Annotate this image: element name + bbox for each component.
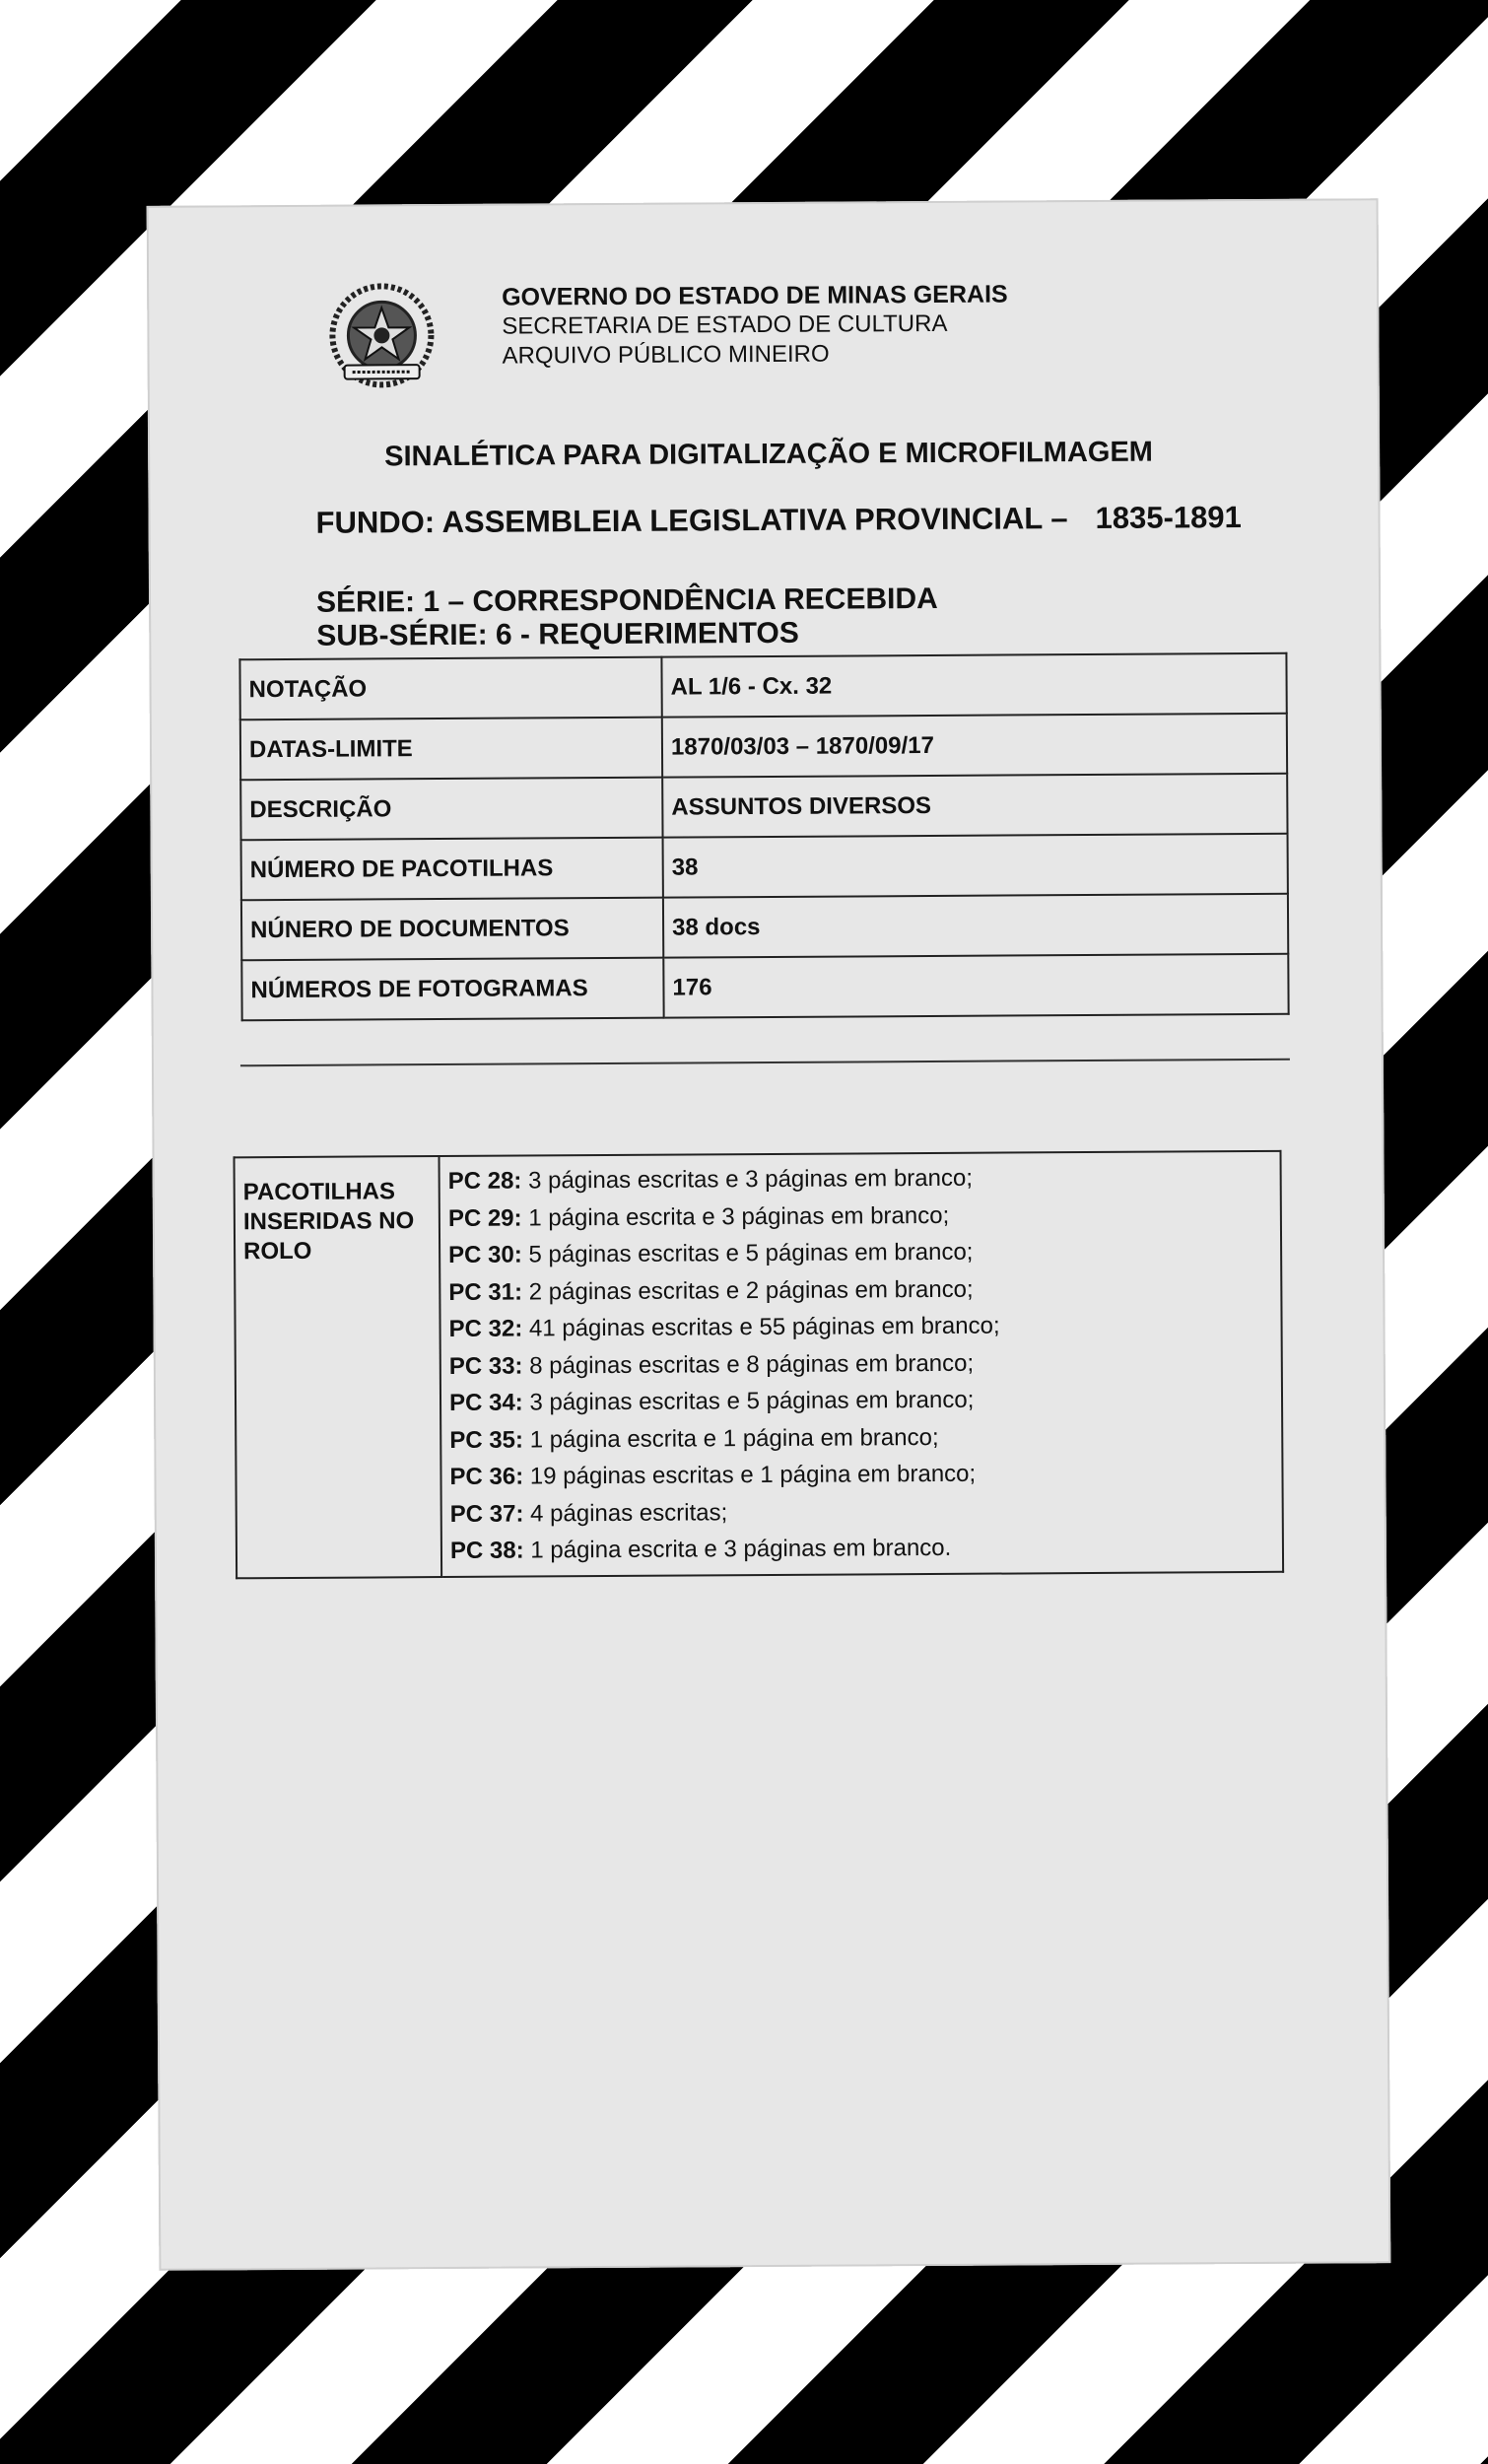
table-row (239, 653, 1286, 719)
row-value: 38 docs (663, 894, 1288, 958)
table-row (240, 714, 1287, 780)
fundo-period: 1835-1891 (1095, 500, 1242, 535)
document-sheet (147, 198, 1391, 2271)
pacotilhas-table (234, 1150, 1285, 1579)
row-value: 1870/03/03 – 1870/09/17 (662, 714, 1287, 778)
table-row (235, 1151, 1284, 1578)
divider (240, 1059, 1290, 1067)
subserie-line: SUB-SÉRIE: 6 - REQUERIMENTOS (316, 616, 799, 652)
serie-block (316, 582, 938, 653)
pacotilhas-list (440, 1151, 1284, 1577)
header-secretariat: SECRETARIA DE ESTADO DE CULTURA (502, 309, 948, 340)
serie-line: SÉRIE: 1 – CORRESPONDÊNCIA RECEBIDA (315, 582, 938, 619)
header-government: GOVERNO DO ESTADO DE MINAS GERAIS (502, 280, 1008, 311)
table-row (241, 834, 1288, 900)
list-item: PC 37: 4 páginas escritas; (449, 1498, 728, 1528)
row-value: ASSUNTOS DIVERSOS (662, 774, 1287, 838)
list-item: PC 33: 8 páginas escritas e 8 páginas em branco; (448, 1349, 975, 1380)
row-label: DESCRIÇÃO (240, 778, 662, 841)
list-item: PC 36: 19 páginas escritas e 1 página em branco; (449, 1460, 977, 1490)
list-item: PC 34: 3 páginas escritas e 5 páginas em branco; (448, 1386, 975, 1416)
row-value: AL 1/6 - Cx. 32 (661, 653, 1286, 718)
row-label: DATAS-LIMITE (240, 718, 662, 781)
header-archive: ARQUIVO PÚBLICO MINEIRO (502, 340, 830, 370)
pacotilhas-label: PACOTILHAS INSERIDAS NO ROLO (235, 1156, 442, 1578)
coat-of-arms-icon (322, 278, 441, 397)
table-row (240, 774, 1287, 840)
fundo-label: FUNDO: ASSEMBLEIA LEGISLATIVA PROVINCIAL – (315, 501, 1068, 540)
row-label: NÚNERO DE DOCUMENTOS (241, 898, 663, 961)
row-label: NÚMERO DE PACOTILHAS (241, 838, 663, 901)
list-item: PC 31: 2 páginas escritas e 2 páginas em branco; (448, 1275, 974, 1306)
institution-header (502, 280, 1008, 372)
list-item: PC 32: 41 páginas escritas e 55 páginas em branco; (448, 1312, 1000, 1342)
row-value: 176 (663, 954, 1288, 1018)
list-item: PC 28: 3 páginas escritas e 3 páginas em branco; (447, 1164, 974, 1195)
row-label: NÚMEROS DE FOTOGRAMAS (241, 958, 663, 1021)
list-item: PC 38: 1 página escrita e 3 páginas em branco. (449, 1534, 952, 1564)
row-label: NOTAÇÃO (239, 657, 661, 720)
metadata-table (238, 652, 1289, 1021)
list-item: PC 29: 1 página escrita e 3 páginas em branco; (447, 1201, 950, 1232)
table-row (241, 894, 1288, 960)
list-item: PC 35: 1 página escrita e 1 página em branco; (449, 1423, 939, 1454)
document-title: SINALÉTICA PARA DIGITALIZAÇÃO E MICROFILMAGEM (384, 436, 1153, 473)
table-row (241, 954, 1288, 1020)
row-value: 38 (663, 834, 1288, 898)
list-item: PC 30: 5 páginas escritas e 5 páginas em branco; (448, 1238, 974, 1268)
fundo-line (315, 500, 1241, 541)
